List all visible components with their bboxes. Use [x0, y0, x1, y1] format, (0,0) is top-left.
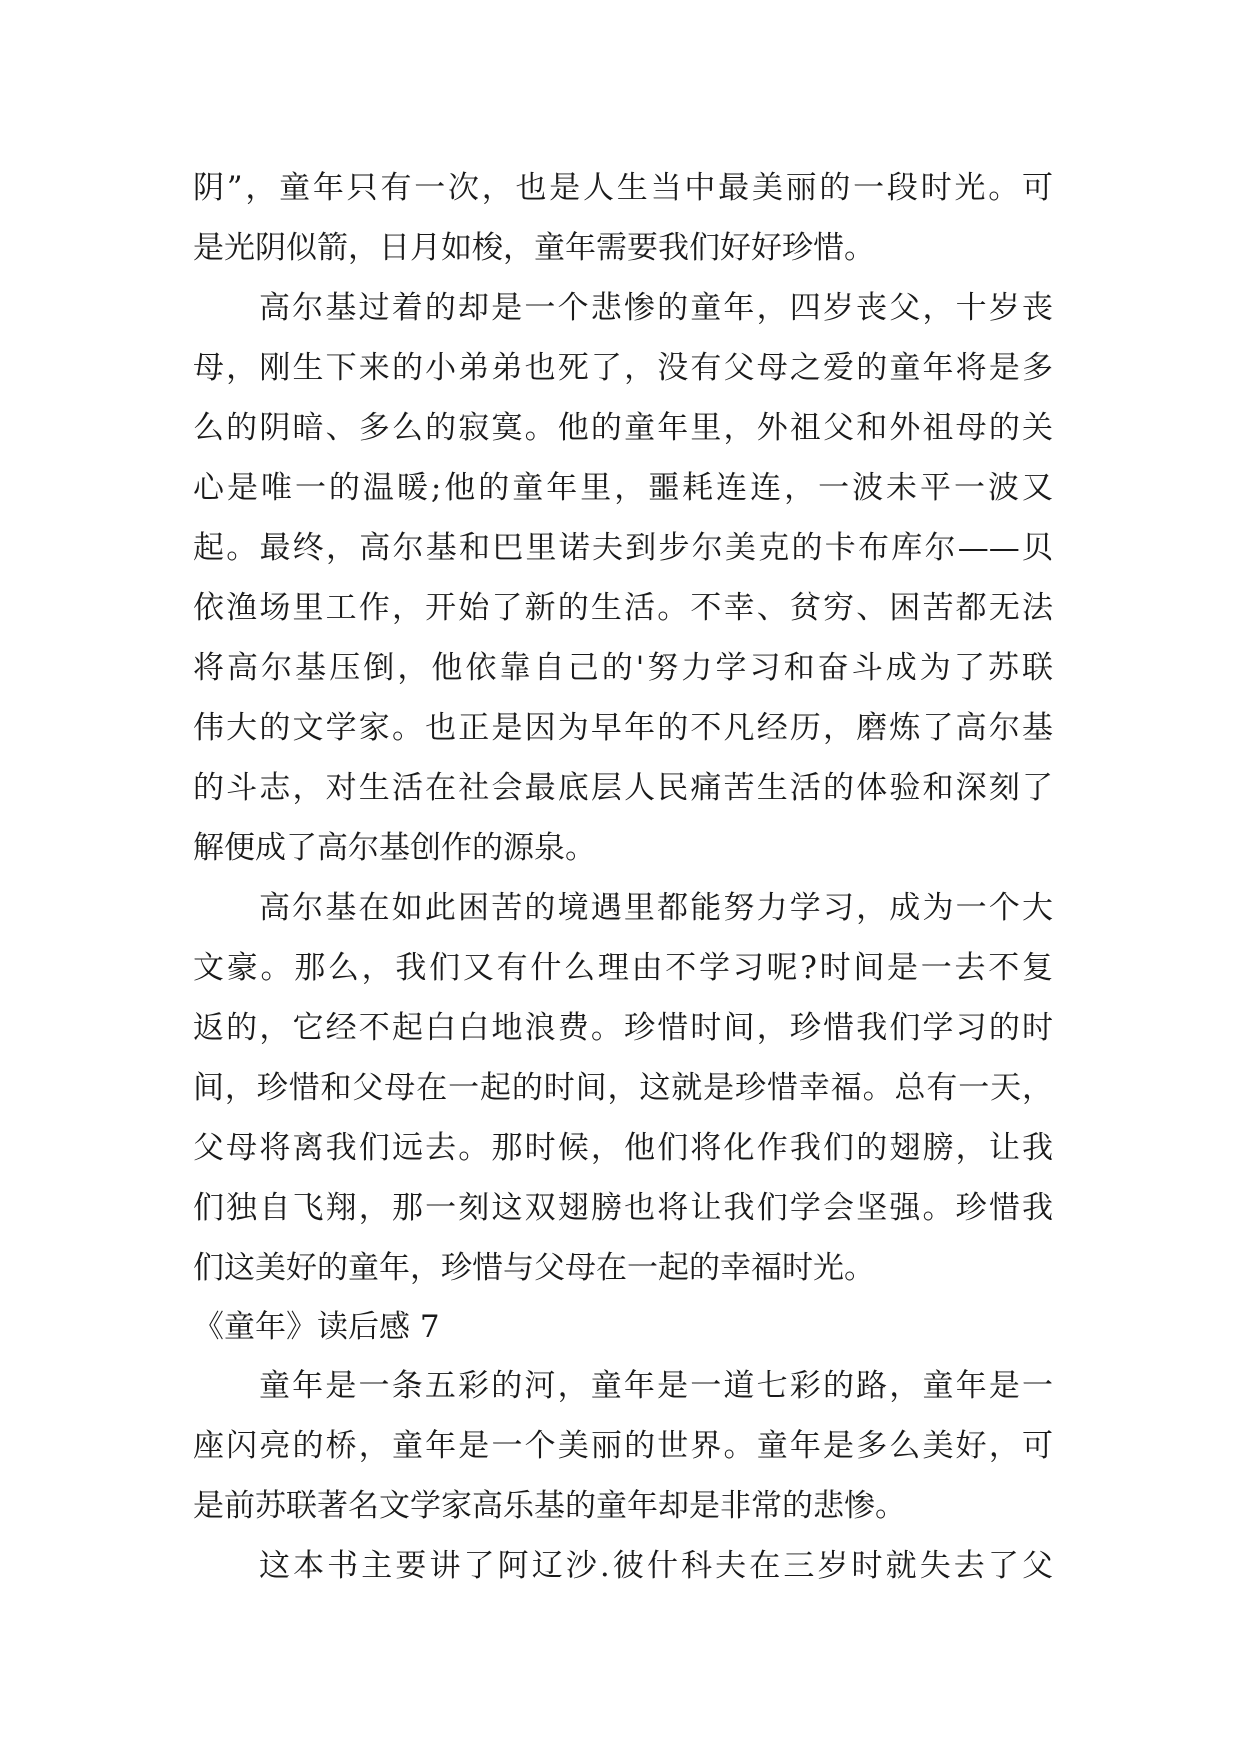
text-line: 们独自飞翔，那一刻这双翅膀也将让我们学会坚强。珍惜我 — [193, 1190, 1053, 1226]
paragraph-first-line: 高尔基过着的却是一个悲惨的童年，四岁丧父，十岁丧 — [259, 290, 1053, 326]
text-line: 是光阴似箭，日月如梭，童年需要我们好好珍惜。 — [193, 230, 875, 266]
text-line: 伟大的文学家。也正是因为早年的不凡经历，磨炼了高尔基 — [193, 710, 1053, 746]
text-line: 依渔场里工作，开始了新的生活。不幸、贫穷、困苦都无法 — [193, 590, 1053, 626]
document-body — [193, 158, 1053, 1596]
text-line: 间，珍惜和父母在一起的时间，这就是珍惜幸福。总有一天， — [193, 1070, 1053, 1106]
text-line: 的斗志，对生活在社会最底层人民痛苦生活的体验和深刻了 — [193, 770, 1053, 806]
text-line: 们这美好的童年，珍惜与父母在一起的幸福时光。 — [193, 1250, 875, 1286]
text-line: 阴”，童年只有一次，也是人生当中最美丽的一段时光。可 — [193, 170, 1053, 206]
text-line: 解便成了高尔基创作的源泉。 — [193, 830, 596, 866]
text-line: 父母将离我们远去。那时候，他们将化作我们的翅膀，让我 — [193, 1130, 1053, 1166]
text-line: 是前苏联著名文学家高乐基的童年却是非常的悲惨。 — [193, 1488, 906, 1524]
text-line: 返的，它经不起白白地浪费。珍惜时间，珍惜我们学习的时 — [193, 1010, 1053, 1046]
paragraph-first-line: 童年是一条五彩的河，童年是一道七彩的路，童年是一 — [259, 1368, 1053, 1404]
section-heading: 《童年》读后感 7 — [193, 1309, 440, 1345]
text-line: 座闪亮的桥，童年是一个美丽的世界。童年是多么美好，可 — [193, 1428, 1053, 1464]
text-line: 文豪。那么，我们又有什么理由不学习呢?时间是一去不复 — [193, 950, 1053, 986]
text-line: 起。最终，高尔基和巴里诺夫到步尔美克的卡布库尔——贝 — [193, 530, 1053, 566]
text-line: 心是唯一的温暖;他的童年里，噩耗连连，一波未平一波又 — [193, 470, 1053, 506]
text-line: 将高尔基压倒，他依靠自己的'努力学习和奋斗成为了苏联 — [193, 650, 1053, 686]
paragraph-first-line: 高尔基在如此困苦的境遇里都能努力学习，成为一个大 — [259, 890, 1053, 926]
text-line: 母，刚生下来的小弟弟也死了，没有父母之爱的童年将是多 — [193, 350, 1053, 386]
text-line: 么的阴暗、多么的寂寞。他的童年里，外祖父和外祖母的关 — [193, 410, 1053, 446]
paragraph-first-line: 这本书主要讲了阿辽沙.彼什科夫在三岁时就失去了父 — [259, 1548, 1053, 1584]
